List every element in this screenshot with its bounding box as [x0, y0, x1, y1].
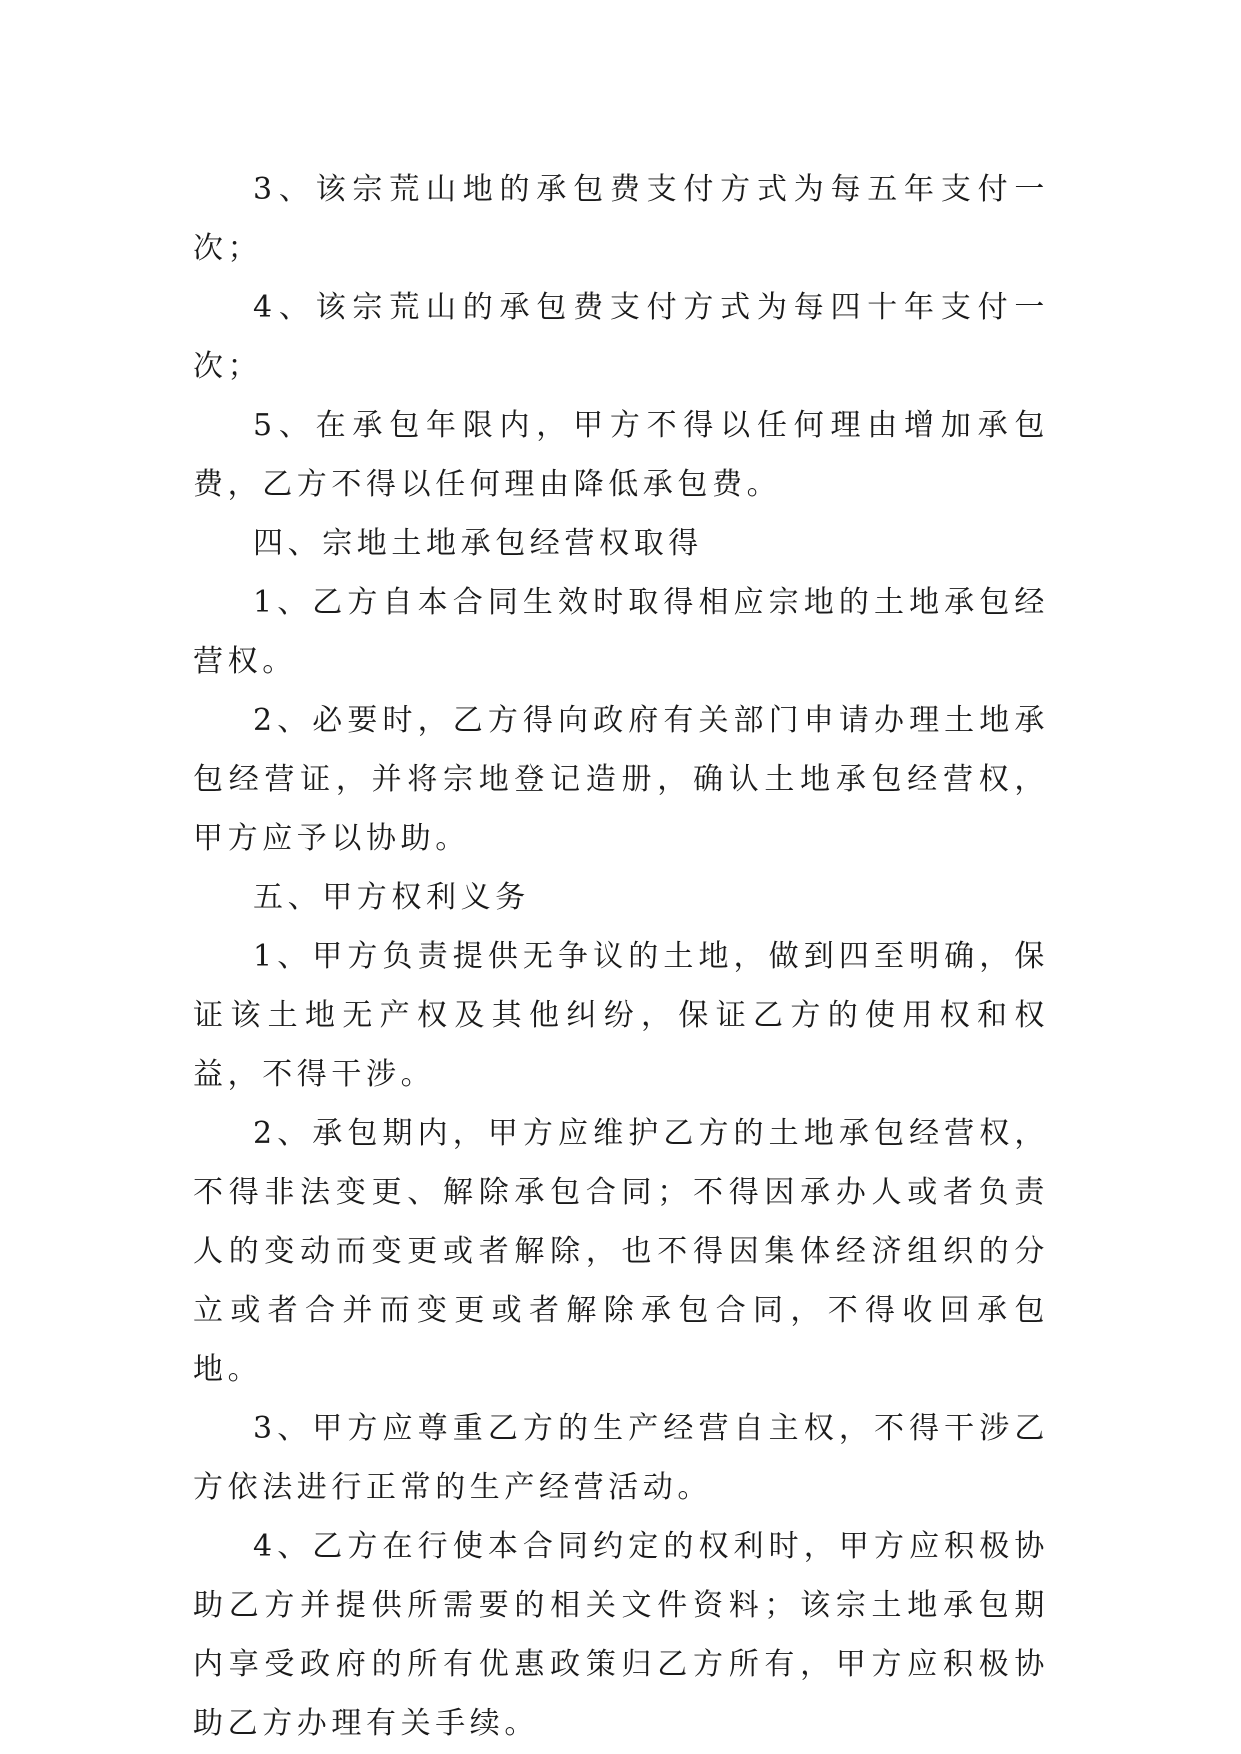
clause-4-payment-forty-years: 4、该宗荒山的承包费支付方式为每四十年支付一次； — [193, 290, 1049, 384]
section-five-clause-4: 4、乙方在行使本合同约定的权利时，甲方应积极协助乙方并提供所需要的相关文件资料；该宗土地承包期内享受政府的所有优惠政策归乙方所有，甲方应积极协助乙方办理有关手续。 — [193, 1529, 1049, 1741]
section-five-clause-2: 2、承包期内，甲方应维护乙方的土地承包经营权，不得非法变更、解除承包合同；不得因承办人或者负责人的变动而变更或者解除，也不得因集体经济组织的分立或者合并而变更或者解除承包合同，不得收回承包地。 — [193, 1116, 1049, 1387]
section-five-clause-1: 1、甲方负责提供无争议的土地，做到四至明确，保证该土地无产权及其他纠纷，保证乙方的使用权和权益，不得干涉。 — [193, 939, 1049, 1092]
section-heading-five: 五、甲方权利义务 — [253, 880, 530, 915]
clause-5-fee-fixed: 5、在承包年限内，甲方不得以任何理由增加承包费，乙方不得以任何理由降低承包费。 — [193, 408, 1049, 502]
section-four-clause-1: 1、乙方自本合同生效时取得相应宗地的土地承包经营权。 — [193, 585, 1049, 679]
clause-3-payment-five-years: 3、该宗荒山地的承包费支付方式为每五年支付一次； — [193, 172, 1049, 266]
document-page — [193, 160, 1049, 1753]
section-heading-four: 四、宗地土地承包经营权取得 — [253, 526, 703, 561]
section-four-clause-2: 2、必要时，乙方得向政府有关部门申请办理土地承包经营证，并将宗地登记造册，确认土地承包经营权，甲方应予以协助。 — [193, 703, 1049, 856]
section-five-clause-3: 3、甲方应尊重乙方的生产经营自主权，不得干涉乙方依法进行正常的生产经营活动。 — [193, 1411, 1049, 1505]
